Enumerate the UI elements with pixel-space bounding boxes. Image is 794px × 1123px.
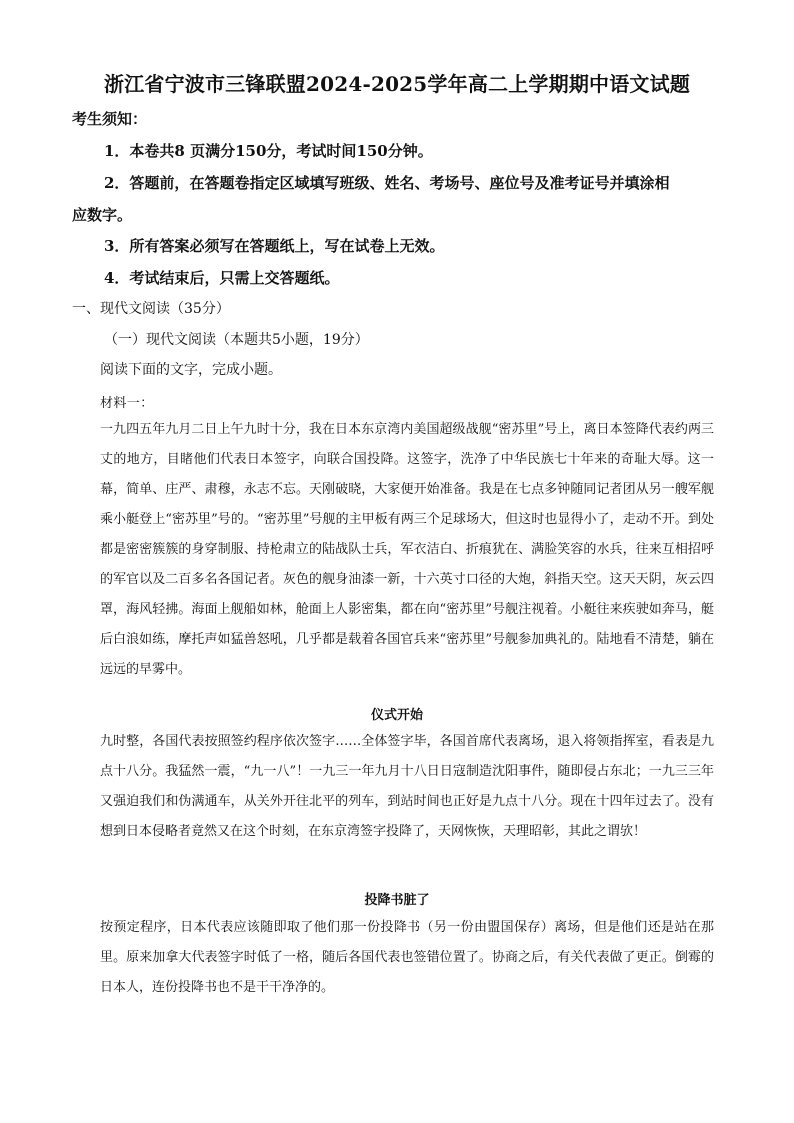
notice-item-2-cont: 应数字。 bbox=[72, 206, 133, 224]
notice-item-2: 2．答题前，在答题卷指定区域填写班级、姓名、考场号、座位号及准考证号并填涂相 bbox=[104, 174, 670, 192]
passage-heading-dirty-document: 投降书脏了 bbox=[364, 893, 430, 908]
passage-paragraph-1: 一九四五年九月二日上午九时十分，我在日本东京湾内美国超级战舰“密苏里”号上，离日本签降代表约两三丈的地方，目睹他们代表日本签字，向联合国投降。这签字，洗净了中华民族七十年来的奇耻大辱。这一幕，简单、庄严、肃穆，永志不忘。天刚破晓，大家便开始准备。我是在七点多钟随同记者团从另一艘军舰乘小艇登上“密苏里”号的。“密苏里”号舰的主甲板有两三个足球场大，但这时也显得小了，走动不开。到处都是密密簇簇的身穿制服、持枪肃立的陆战队士兵，军衣洁白、折痕犹在、满脸笑容的水兵，往来互相招呼的军官以及二百多名各国记者。灰色的舰身油漆一新，十六英寸口径的大炮，斜指天空。这天天阴，灰云四罩，海风轻拂。海面上舰船如林，舱面上人影密集，都在向“密苏里”号舰注视着。小艇往来疾驶如奔马，艇后白浪如练，摩托声如猛兽怒吼，几乎都是载着各国官兵来“密苏里”号舰参加典礼的。陆地看不清楚，躺在远远的早雾中。 bbox=[100, 422, 714, 677]
notice-heading: 考生须知： bbox=[72, 110, 148, 128]
notice-item-3: 3．所有答案必须写在答题纸上，写在试卷上无效。 bbox=[104, 237, 445, 255]
section-subtitle: （一）现代文阅读（本题共5小题，19分） bbox=[104, 332, 369, 348]
section-title: 一、现代文阅读（35分） bbox=[72, 301, 230, 317]
passage-heading-ceremony: 仪式开始 bbox=[370, 708, 423, 723]
page-title: 浙江省宁波市三锋联盟2024-2025学年高二上学期期中语文试题 bbox=[103, 72, 691, 96]
notice-item-1: 1．本卷共8 页满分150分，考试时间150分钟。 bbox=[104, 142, 433, 160]
passage-paragraph-3: 按预定程序，日本代表应该随即取了他们那一份投降书（另一份由盟国保存）离场，但是他们还是站在那里。原来加拿大代表签字时低了一格，随后各国代表也签错位置了。协商之后，有关代表做了更正。倒霉的日本人，连份投降书也不是干干净净的。 bbox=[100, 920, 714, 995]
passage-paragraph-2: 九时整，各国代表按照签约程序依次签字……全体签字毕，各国首席代表离场，退入将领指挥室，看表是九点十八分。我猛然一震，“九一八”！一九三一年九月十八日日寇制造沈阳事件，随即侵占东北；一九三三年又强迫我们和伪满通车，从关外开往北平的列车，到站时间也正好是九点十八分。现在十四年过去了。没有想到日本侵略者竟然又在这个时刻，在东京湾签字投降了，天网恢恢，天理昭彰，其此之谓欤！ bbox=[100, 734, 714, 839]
notice-item-4: 4．考试结束后，只需上交答题纸。 bbox=[104, 269, 340, 287]
material-label: 材料一： bbox=[100, 396, 154, 411]
section-instruction: 阅读下面的文字，完成小题。 bbox=[100, 362, 282, 378]
